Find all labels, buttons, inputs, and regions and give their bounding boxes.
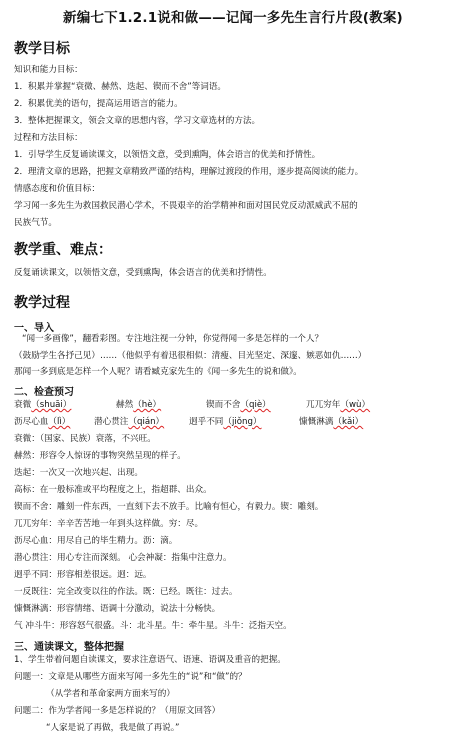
- key-points-heading: 教学重、难点：: [14, 242, 112, 258]
- definition-line: 迭起：一次又一次地兴起、出现。: [14, 468, 143, 478]
- pinyin-entry: 衰微（shuāi）: [14, 400, 72, 410]
- process-item: 2．理清文章的思路，把握文章精致严谨的结构，理解过渡段的作用，逐步提高阅读的能力。: [14, 167, 364, 177]
- values-label: 情感态度和价值目标：: [14, 184, 100, 194]
- reading-line: “人家是说了再做，我是做了再说。”: [46, 723, 180, 733]
- process-item: 1．引导学生反复诵读课文，以领悟文意，受到熏陶，体会语言的优美和抒情性。: [14, 150, 321, 160]
- pinyin-entry: 潜心贯注（qián）: [94, 417, 165, 427]
- process-heading: 教学过程: [14, 295, 70, 311]
- definition-line: 锲而不舍：雕刻一件东西，一直刻下去不放手。比喻有恒心，有毅力。锲：雕刻。: [14, 502, 324, 512]
- knowledge-item: 2．积累优美的语句，提高运用语言的能力。: [14, 99, 183, 109]
- knowledge-item: 3．整体把握课文，领会文章的思想内容，学习文章选材的方法。: [14, 116, 261, 126]
- pinyin-entry: 锲而不舍（qiè）: [206, 400, 271, 410]
- pinyin-row: [14, 400, 370, 411]
- page-title: 新编七下1.2.1说和做——记闻一多先生言行片段(教案): [63, 10, 403, 26]
- intro-heading: 一、导入: [14, 323, 54, 334]
- values-line: 民族气节。: [14, 218, 57, 228]
- definition-line: 气 冲斗牛：形容怒气很盛。斗：北斗星。牛：牵牛星。斗牛：泛指天空。: [14, 621, 292, 631]
- knowledge-item: 1．积累并掌握“衰微、赫然、迭起、锲而不舍”等词语。: [14, 82, 227, 92]
- intro-line: （鼓励学生各抒己见）……（他似乎有着迅很相似：清瘦、目光坚定、深邃、嫉恶如仇……）: [14, 351, 367, 361]
- pinyin-entry: 赫然（hè）: [116, 400, 162, 410]
- definition-line: 高标：在一般标准或平均程度之上，指超群、出众。: [14, 485, 212, 495]
- intro-line: “闻一多画像”，翻看彩图。专注地注视一分钟，你觉得闻一多是怎样的一个人？: [22, 334, 324, 344]
- pinyin-entry: 迥乎不同（jiǒng）: [189, 417, 262, 427]
- definition-line: 赫然：形容令人惊讶的事物突然呈现的样子。: [14, 451, 186, 461]
- definition-line: 衰微：（国家、民族）衰落，不兴旺。: [14, 434, 156, 444]
- process-label: 过程和方法目标：: [14, 133, 83, 143]
- preview-heading: 二、检查预习: [14, 387, 74, 398]
- definition-line: 慷慨淋漓：形容情绪、语调十分激动，说法十分畅快。: [14, 604, 221, 614]
- reading-line: 问题一：文章是从哪些方面来写闻一多先生的“说”和“做”的？: [14, 672, 247, 682]
- key-points-text: 反复诵读课文，以领悟文意，受到熏陶，体会语言的优美和抒情性。: [14, 268, 272, 278]
- definition-line: 一反既往：完全改变以往的作法。既：已经。既往：过去。: [14, 587, 238, 597]
- reading-heading: 三、通读课文，整体把握: [14, 642, 124, 653]
- objectives-heading: 教学目标: [14, 41, 70, 57]
- reading-line: 问题二：作为学者闻一多是怎样说的？（用原文回答）: [14, 706, 221, 716]
- reading-line: 1、学生带着问题自读课文，要求注意语气、语速、语调及重音的把握。: [14, 655, 286, 665]
- values-line: 学习闻一多先生为救国救民潜心学术，不畏艰辛的治学精神和面对国民党反动派威武不屈的: [14, 201, 358, 211]
- knowledge-label: 知识和能力目标：: [14, 65, 83, 75]
- definition-line: 迥乎不同：形容相差很远。迥：远。: [14, 570, 152, 580]
- pinyin-entry: 沥尽心血（lì）: [14, 417, 71, 427]
- intro-line: 那闻一多到底是怎样一个人呢？请看臧克家先生的《闻一多先生的说和做》。: [14, 367, 302, 377]
- pinyin-entry: 兀兀穷年（wù）: [306, 400, 371, 410]
- definition-line: 兀兀穷年：辛辛苦苦地一年到头这样做。穷：尽。: [14, 519, 204, 529]
- pinyin-entry: 慷慨淋漓（kǎi）: [299, 417, 364, 427]
- definition-line: 潜心贯注：用心专注而深刻。 心会神凝：指集中注意力。: [14, 553, 232, 563]
- reading-line: （从学者和革命家两方面来写的）: [46, 689, 175, 699]
- definition-line: 沥尽心血：用尽自己的毕生精力。沥：滴。: [14, 536, 178, 546]
- pinyin-row: [14, 417, 363, 428]
